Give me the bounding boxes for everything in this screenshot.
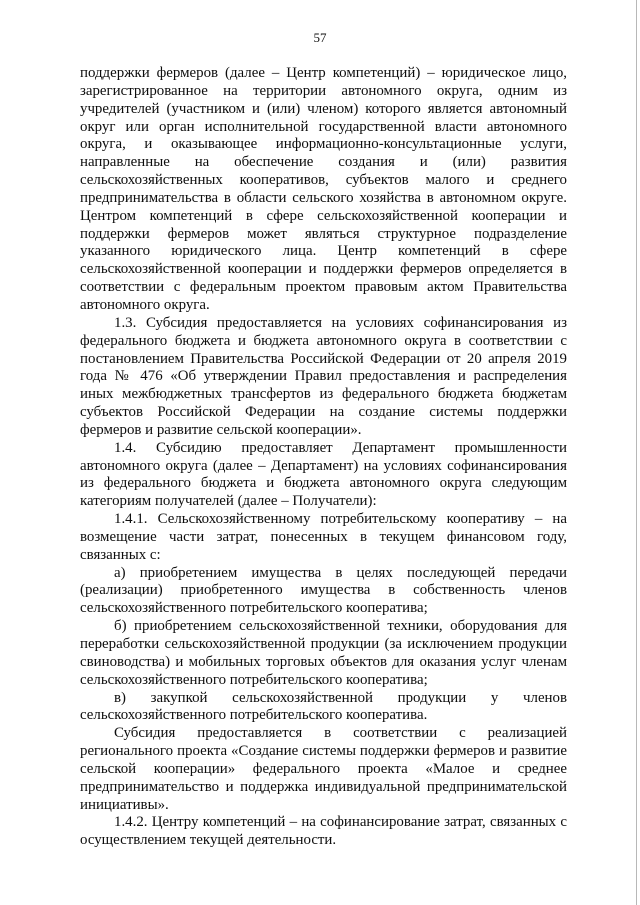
paragraph-center-definition: поддержки фермеров (далее – Центр компетенций) – юридическое лицо, зарегистрированное на территории автономного округа, одним из учредителей (участником и (или) членом) которого является автономный округ или орган исполнительной государственной власти автономного округа, и оказывающее информационно-консультационные услуги, направленные на обеспечение создания и (или) развития сельскохозяйственных кооперативов, субъектов малого и среднего предпринимательства в области сельского хозяйства в автономном округе. Центром компетенций в сфере сельскохозяйственной кооперации и поддержки фермеров может являться структурное подразделение указанного юридического лица. Центр компетенций в сфере сельскохозяйственной кооперации и поддержки фермеров определяется в соответствии с федеральным проектом правовым актом Правительства автономного округа. (80, 65, 567, 313)
document-body (80, 65, 567, 850)
paragraph-item-b: б) приобретением сельскохозяйственной техники, оборудования для переработки сельскохозяйственной продукции (за исключением продукции свиноводства) и мобильных торговых объектов для оказания услуг членам сельскохозяйственного потребительского кооператива; (80, 618, 567, 688)
paragraph-1-4: 1.4. Субсидию предоставляет Департамент промышленности автономного округа (далее – Департамент) на условиях софинансирования из федерального бюджета и бюджета автономного округа следующим категориям получателей (далее – Получатели): (80, 439, 567, 510)
page-edge-line (636, 0, 637, 905)
paragraph-1-4-2: 1.4.2. Центру компетенций – на софинансирование затрат, связанных с осуществлением текущей деятельности. (80, 814, 567, 849)
paragraph-subsidy-project: Субсидия предоставляется в соответствии с реализацией регионального проекта «Создание системы поддержки фермеров и развитие сельской кооперации» федерального проекта «Малое и среднее предпринимательство и поддержка индивидуальной предпринимательской инициативы». (80, 725, 567, 813)
paragraph-item-a: а) приобретением имущества в целях последующей передачи (реализации) приобретенного имущества в собственность членов сельскохозяйственного потребительского кооператива; (80, 564, 567, 617)
page-number: 57 (313, 30, 327, 45)
paragraph-item-v: в) закупкой сельскохозяйственной продукции у членов сельскохозяйственного потребительского кооператива. (80, 689, 567, 724)
paragraph-1-4-1: 1.4.1. Сельскохозяйственному потребительскому кооперативу – на возмещение части затрат, понесенных в текущем финансовом году, связанных с: (80, 511, 567, 563)
paragraph-1-3: 1.3. Субсидия предоставляется на условиях софинансирования из федерального бюджета и бюджета автономного округа в соответствии с постановлением Правительства Российской Федерации от 20 апреля 2019 года № 476 «Об утверждении Правил предоставления и распределения иных межбюджетных трансфертов из федерального бюджета бюджетам субъектов Российской Федерации на создание системы поддержки фермеров и развитие сельской кооперации». (80, 314, 567, 438)
